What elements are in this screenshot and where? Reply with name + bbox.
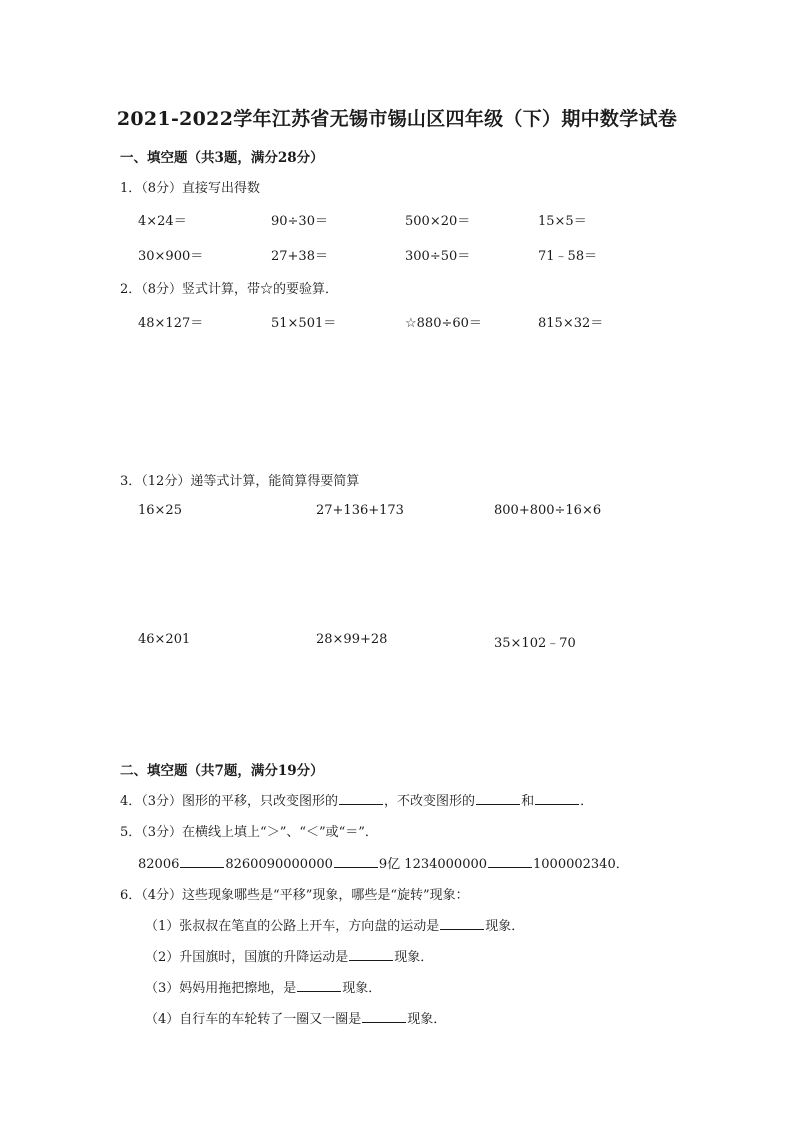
q1-expr: 90÷30＝	[271, 214, 328, 229]
q3-expr: 35×102﹣70	[494, 636, 576, 651]
q6-item-text: （3）妈妈用拖把擦地，是	[145, 981, 297, 996]
q4-text: 4．（3分）图形的平移，只改变图形的	[120, 794, 339, 809]
q6-item-text: 现象．	[342, 981, 382, 996]
q2-expr: 48×127＝	[138, 316, 204, 331]
answer-blank[interactable]	[488, 855, 532, 868]
question-6-item	[145, 915, 524, 934]
q6-item-text: （4）自行车的车轮转了一圈又一圈是	[145, 1012, 362, 1027]
answer-blank[interactable]	[362, 1010, 406, 1023]
q3-expr: 28×99+28	[316, 632, 388, 647]
question-1-prompt: 1．（8分）直接写出得数	[120, 181, 261, 196]
q6-item-text: （1）张叔叔在笔直的公路上开车，方向盘的运动是	[145, 919, 440, 934]
q3-expr: 16×25	[138, 503, 182, 518]
q6-item-text: 现象．	[407, 1012, 447, 1027]
question-6-item	[145, 977, 381, 996]
answer-blank[interactable]	[339, 792, 383, 805]
page-title: 2021-2022学年江苏省无锡市锡山区四年级（下）期中数学试卷	[116, 108, 678, 130]
answer-blank[interactable]	[535, 792, 579, 805]
q1-expr: 71﹣58＝	[538, 249, 598, 264]
q2-expr: ☆880÷60＝	[405, 316, 482, 331]
q4-text: ，不改变图形的	[384, 794, 476, 809]
question-5-comparisons	[138, 853, 629, 872]
q4-text: ．	[580, 794, 594, 809]
question-3-prompt: 3．（12分）递等式计算，能简算得要简算	[120, 474, 360, 489]
section-heading-2: 二、填空题（共7题，满分19分）	[120, 763, 324, 779]
question-4	[120, 790, 593, 809]
answer-blank[interactable]	[440, 917, 484, 930]
answer-blank[interactable]	[476, 792, 520, 805]
answer-blank[interactable]	[297, 979, 341, 992]
q1-expr: 4×24＝	[138, 214, 187, 229]
q1-expr: 500×20＝	[405, 214, 471, 229]
question-6-item	[145, 946, 433, 965]
q1-expr: 15×5＝	[538, 214, 587, 229]
q3-expr: 800+800÷16×6	[494, 503, 602, 518]
q4-text: 和	[521, 794, 535, 809]
q3-expr: 27+136+173	[316, 503, 404, 518]
q5-number: 1000002340．	[533, 857, 629, 872]
q1-expr: 30×900＝	[138, 249, 204, 264]
question-2-prompt: 2．（8分）竖式计算，带☆的要验算．	[120, 282, 339, 297]
answer-blank[interactable]	[349, 948, 393, 961]
question-6-prompt: 6．（4分）这些现象哪些是“平移”现象，哪些是“旋转”现象：	[120, 888, 469, 903]
q6-item-text: 现象．	[485, 919, 525, 934]
q5-number: 8260090000000	[225, 857, 333, 872]
answer-blank[interactable]	[180, 855, 224, 868]
q6-item-text: （2）升国旗时，国旗的升降运动是	[145, 950, 349, 965]
q5-number: 82006	[138, 857, 180, 872]
question-6-item	[145, 1008, 446, 1027]
q3-expr: 46×201	[138, 632, 191, 647]
q2-expr: 51×501＝	[271, 316, 337, 331]
q2-expr: 815×32＝	[538, 316, 604, 331]
q1-expr: 27+38＝	[271, 249, 328, 264]
q6-item-text: 现象．	[394, 950, 434, 965]
answer-blank[interactable]	[334, 855, 378, 868]
q5-number: 9亿 1234000000	[378, 857, 488, 872]
q1-expr: 300÷50＝	[405, 249, 471, 264]
section-heading-1: 一、填空题（共3题，满分28分）	[120, 150, 324, 166]
question-5-prompt: 5．（3分）在横线上填上“＞”、“＜”或“＝”．	[120, 825, 378, 840]
